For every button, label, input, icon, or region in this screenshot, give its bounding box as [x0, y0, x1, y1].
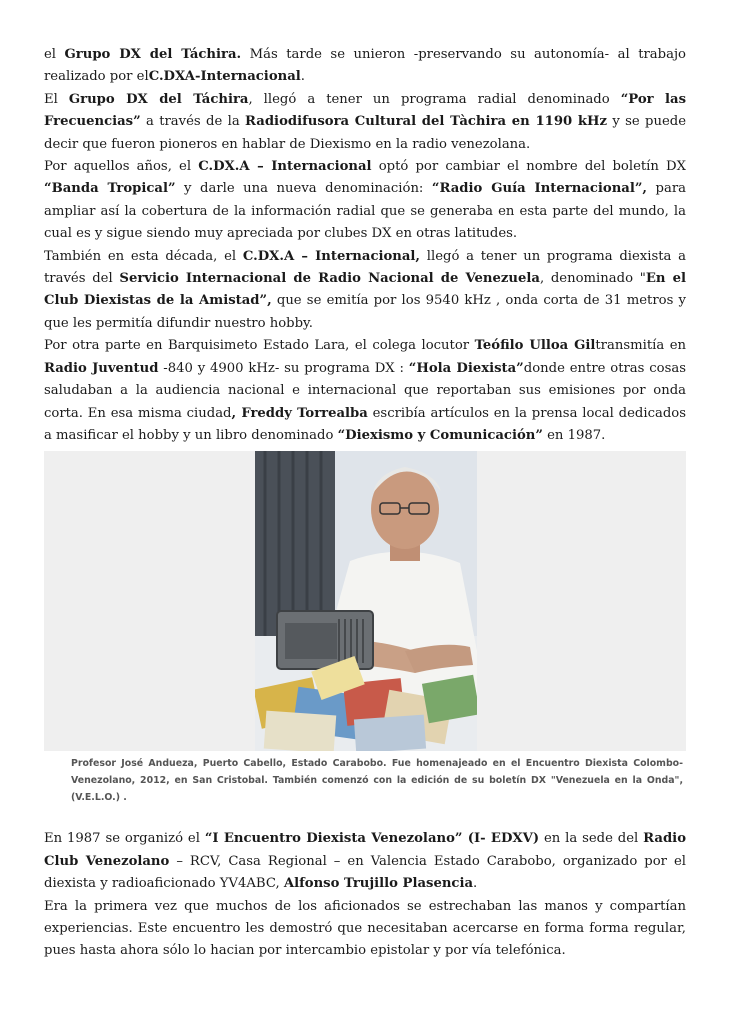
text-run: a través de la: [140, 114, 246, 130]
text-run: y darle una nueva denominación:: [175, 181, 432, 197]
photo-caption: Profesor José Andueza, Puerto Cabello, Estado Carabobo. Fue homenajeado en el Encuentro Diexista Colombo-Venezolano, 2012, en San Cristobal. También comenzó con la edición de su boletín DX "Venezuela en la Onda", (V.E.L.O.) .: [71, 758, 683, 804]
bold-text: Grupo DX del Táchira.: [64, 47, 242, 62]
body-text-bottom: [44, 828, 686, 962]
bold-text: Radiodifusora Cultural del Tàchira en 1190 kHz: [245, 114, 607, 130]
bold-text: “Radio Guía Internacional”,: [431, 181, 648, 197]
bold-text: Teófilo Ulloa Gil: [474, 338, 596, 354]
document-page: [44, 44, 686, 963]
text-run: En 1987 se organizó el: [44, 831, 205, 847]
text-run: El: [44, 91, 69, 107]
text-run: llegó a tener un programa diexista a través del: [44, 248, 686, 287]
bold-text: Radio Club Venezolano: [44, 831, 686, 869]
bold-text: Grupo DX del Táchira: [68, 91, 249, 107]
text-run: que se emitía por los 9540 kHz , onda corta de 31 metros y que les permitía difundir nuestro hobby.: [44, 293, 686, 331]
bold-text: Servicio Internacional de Radio Nacional de Venezuela: [119, 271, 540, 287]
photo-jose-andueza: [255, 451, 477, 751]
text-run: en 1987.: [542, 427, 606, 443]
text-run: para ampliar así la cobertura de la información radial que se generaba en esta parte del mundo, la cual es y sigue siendo muy apreciada por clubes DX en otras latitudes.: [44, 181, 686, 242]
text-run: Por otra parte en Barquisimeto Estado Lara, el colega locutor: [44, 338, 475, 354]
text-run: escribía artículos en la prensa local dedicados a masificar el hobby y un libro denominado: [44, 405, 686, 443]
bold-text: “Por las Frecuencias”: [44, 91, 687, 130]
bold-text: “Diexismo y Comunicación”: [337, 427, 543, 443]
text-run: Por aquellos años, el: [44, 159, 199, 175]
bold-text: C.DX.A – Internacional: [198, 159, 372, 175]
text-run: Era la primera vez que muchos de los aficionados se estrechaban las manos y compartían experiencias. Este encuentro les demostró que necesitaban acercarse en forma forma regular, pues hasta ahora sólo lo hacian por intercambio epistolar y por vía telefónica.: [44, 898, 686, 959]
text-run: optó por cambiar el nombre del boletín DX: [371, 159, 687, 175]
paragraph: [44, 246, 686, 336]
paragraph: [44, 156, 686, 246]
paragraph: [44, 44, 686, 89]
text-run: , denominado ": [539, 271, 646, 287]
paragraph: [44, 828, 686, 895]
bold-text: Radio Juventud: [44, 360, 159, 376]
text-run: el: [44, 47, 65, 62]
paragraph: [44, 335, 686, 447]
text-run: donde entre otras cosas saludaban a la audiencia nacional e internacional que reportaban sus emisiones por onda corta. En esa misma ciudad: [44, 360, 686, 421]
text-run: -840 y 4900 kHz- su programa DX :: [158, 360, 409, 376]
text-run: También en esta década, el: [44, 248, 243, 264]
text-run: .: [473, 876, 478, 892]
bold-text: C.DXA-Internacional: [148, 69, 301, 85]
bold-text: Alfonso Trujillo Plasencia: [283, 876, 474, 892]
text-run: – RCV, Casa Regional – en Valencia Estado Carabobo, organizado por el diexista y radioaficionado YV4ABC,: [44, 853, 686, 892]
paragraph: [44, 896, 686, 963]
text-run: y se puede decir que fueron pioneros en hablar de Diexismo en la radio venezolana.: [44, 114, 687, 152]
bold-text: En el Club Diexistas de la Amistad”,: [44, 271, 686, 309]
text-run: .: [300, 69, 305, 85]
body-text-top: [44, 44, 686, 447]
bold-text: “Hola Diexista”: [408, 360, 524, 376]
photo-band: [44, 451, 686, 751]
bold-text: “Banda Tropical”: [44, 181, 176, 197]
paragraph: [44, 89, 686, 156]
bold-text: “I Encuentro Diexista Venezolano” (I- EDXV): [204, 831, 540, 847]
bold-text: , Freddy Torrealba: [231, 405, 368, 421]
text-run: transmitía en: [595, 338, 686, 354]
text-run: , llegó a tener un programa radial denominado: [248, 91, 621, 107]
bold-text: C.DX.A – Internacional,: [242, 248, 421, 264]
text-run: Más tarde se unieron -preservando su autonomía- al trabajo realizado por el: [44, 47, 686, 85]
text-run: en la sede del: [539, 831, 644, 847]
